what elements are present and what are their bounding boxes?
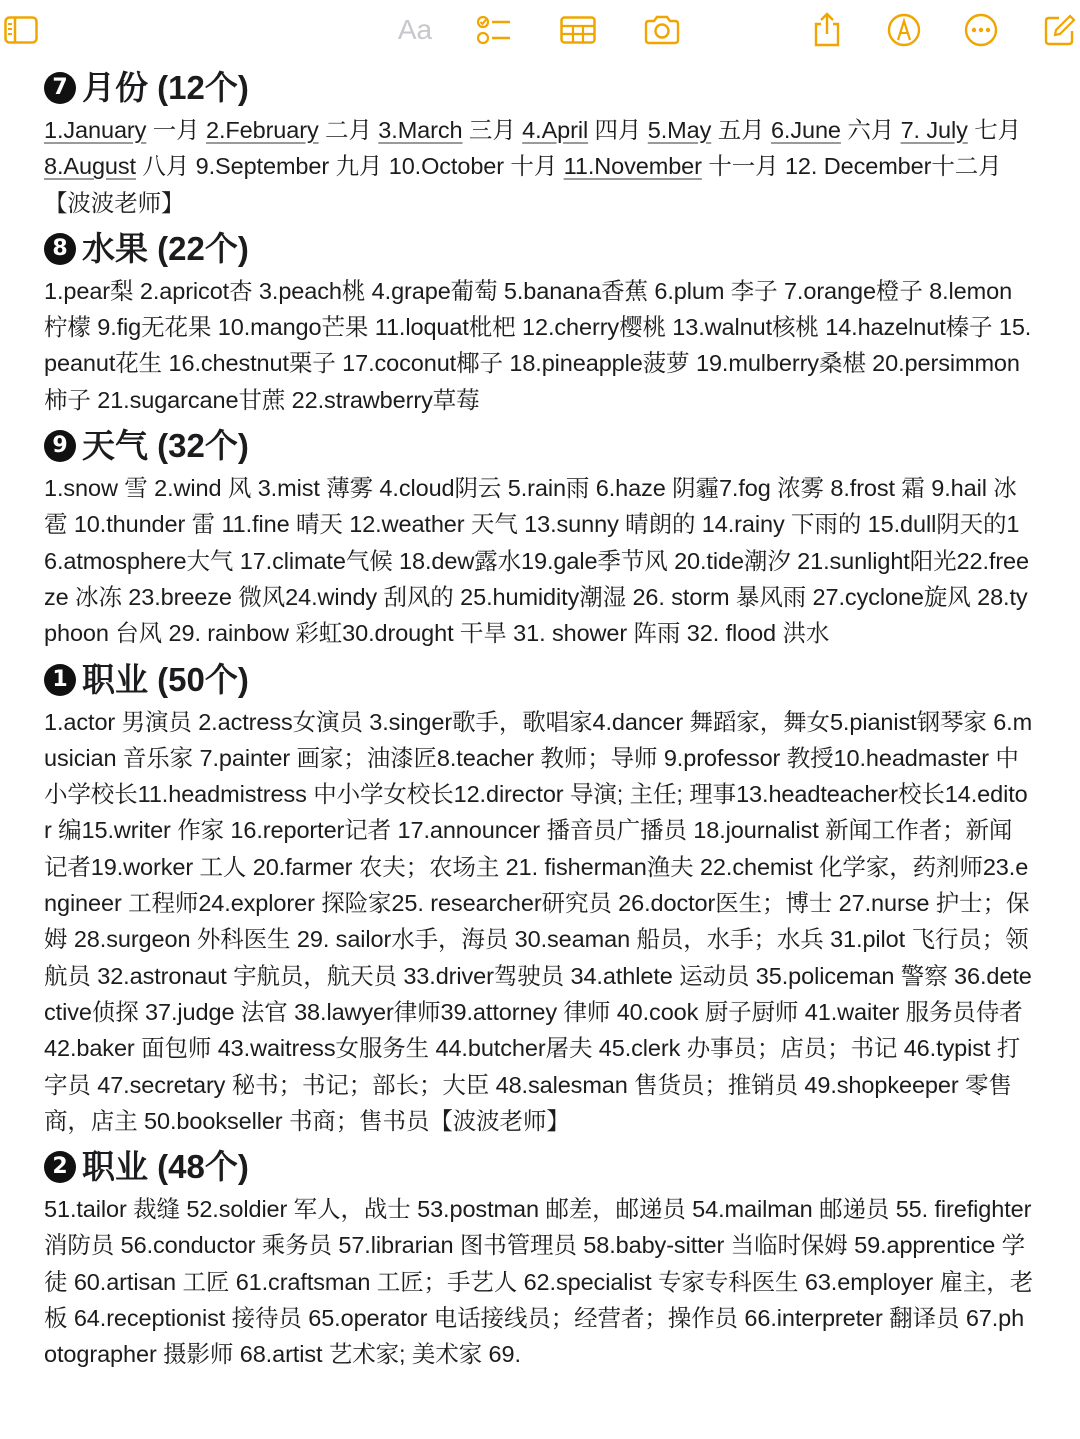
- section-weather: [44, 422, 1034, 651]
- notes-toolbar: [0, 0, 1080, 62]
- section-text: 1.actor 男演员 2.actress女演员 3.singer歌手，歌唱家4.dancer 舞蹈家，舞女5.pianist钢琴家 6.musician 音乐家 7.painter 画家；油漆匠8.teacher 教师；导师 9.professor 教授10.headmaster 中小学校长11.headmistress 中小学女校长12.director 导演; 主任; 理事13.headteacher校长14.editor 编15.writer 作家 16.reporter记者 17.announcer 播音员广播员 18.journalist 新闻工作者；新闻记者19.worker 工人 20.farmer 农夫；农场主 21. fisherman渔夫 22.chemist 化学家，药剂师23.engineer 工程师24.explorer 探险家25. researcher研究员 26.doctor医生；博士 27.nurse 护士；保姆 28.surgeon 外科医生 29. sailor水手，海员 30.seaman 船员，水手；水兵 31.pilot 飞行员；领航员 32.astronaut 宇航员，航天员 33.driver驾驶员 34.athlete 运动员 35.policeman 警察 36.detective侦探 37.judge 法官 38.lawyer律师39.attorney 律师 40.cook 厨子厨师 41.waiter 服务员侍者 42.baker 面包师 43.waitress女服务生 44.butcher屠夫 45.clerk 办事员；店员；书记 46.typist 打字员 47.secretary 秘书；书记；部长；大臣 48.salesman 售货员；推销员 49.shopkeeper 零售商，店主 50.bookseller 书商；售书员【波波老师】: [44, 708, 1033, 1134]
- camera-icon[interactable]: [641, 10, 683, 50]
- section-jobs-2: [44, 1143, 1034, 1372]
- section-heading: [44, 64, 1034, 112]
- markup-pen-icon[interactable]: [886, 10, 922, 50]
- number-badge: 8: [44, 233, 76, 265]
- format-text-button[interactable]: Aa: [397, 14, 433, 45]
- section-text: 1.January 一月 2.February 二月 3.March 三月 4.April 四月 5.May 五月 6.June 六月 7. July 七月 8.August 八月 9.September 九月 10.October 十月 11.November 十一月 12. December十二月 【波波老师】: [44, 117, 1022, 216]
- section-heading: [44, 656, 1034, 704]
- number-badge: 7: [44, 72, 76, 104]
- section-fruits: [44, 225, 1034, 418]
- compose-icon[interactable]: [1042, 10, 1078, 50]
- number-badge: 1: [44, 664, 76, 696]
- section-title: 职业 (50个): [82, 660, 249, 698]
- section-heading: [44, 422, 1034, 470]
- section-title: 天气 (32个): [82, 427, 249, 465]
- number-badge: 2: [44, 1151, 76, 1183]
- section-jobs-1: [44, 656, 1034, 1140]
- note-body[interactable]: [44, 64, 1034, 1377]
- section-title: 职业 (48个): [82, 1148, 249, 1186]
- section-heading: [44, 1143, 1034, 1191]
- section-text: 51.tailor 裁缝 52.soldier 军人，战士 53.postman 邮差，邮递员 54.mailman 邮递员 55. firefighter 消防员 56.conductor 乘务员 57.librarian 图书管理员 58.baby-sitter 当临时保姆 59.apprentice 学徒 60.artisan 工匠 61.craftsman 工匠；手艺人 62.specialist 专家专科医生 63.employer 雇主，老板 64.receptionist 接待员 65.operator 电话接线员；经营者；操作员 66.interpreter 翻译员 67.photographer 摄影师 68.artist 艺术家; 美术家 69.: [44, 1196, 1034, 1368]
- share-icon[interactable]: [810, 10, 844, 50]
- checklist-icon[interactable]: [474, 10, 514, 50]
- number-badge: 9: [44, 430, 76, 462]
- section-heading: [44, 225, 1034, 273]
- section-title: 月份 (12个): [82, 69, 249, 106]
- table-icon[interactable]: [558, 10, 598, 50]
- section-months: [44, 64, 1034, 221]
- section-text: 1.pear梨 2.apricot杏 3.peach桃 4.grape葡萄 5.banana香蕉 6.plum 李子 7.orange橙子 8.lemon柠檬 9.fig无花果 10.mango芒果 11.loquat枇杷 12.cherry樱桃 13.walnut核桃 14.hazelnut榛子 15.peanut花生 16.chestnut栗子 17.coconut椰子 18.pineapple菠萝 19.mulberry桑椹 20.persimmon柿子 21.sugarcane甘蔗 22.strawberry草莓: [44, 277, 1032, 413]
- sidebar-icon[interactable]: [2, 10, 40, 50]
- section-text: 1.snow 雪 2.wind 风 3.mist 薄雾 4.cloud阴云 5.rain雨 6.haze 阴霾7.fog 浓雾 8.frost 霜 9.hail 冰雹 10.thunder 雷 11.fine 晴天 12.weather 天气 13.sunny 晴朗的 14.rainy 下雨的 15.dull阴天的16.atmosphere大气 17.climate气候 18.dew露水19.gale季节风 20.tide潮汐 21.sunlight阳光22.freeze 冰冻 23.breeze 微风24.windy 刮风的 25.humidity潮湿 26. storm 暴风雨 27.cyclone旋风 28.typhoon 台风 29. rainbow 彩虹30.drought 干旱 31. shower 阵雨 32. flood 洪水: [44, 475, 1029, 647]
- section-title: 水果 (22个): [82, 229, 249, 267]
- more-icon[interactable]: [963, 10, 999, 50]
